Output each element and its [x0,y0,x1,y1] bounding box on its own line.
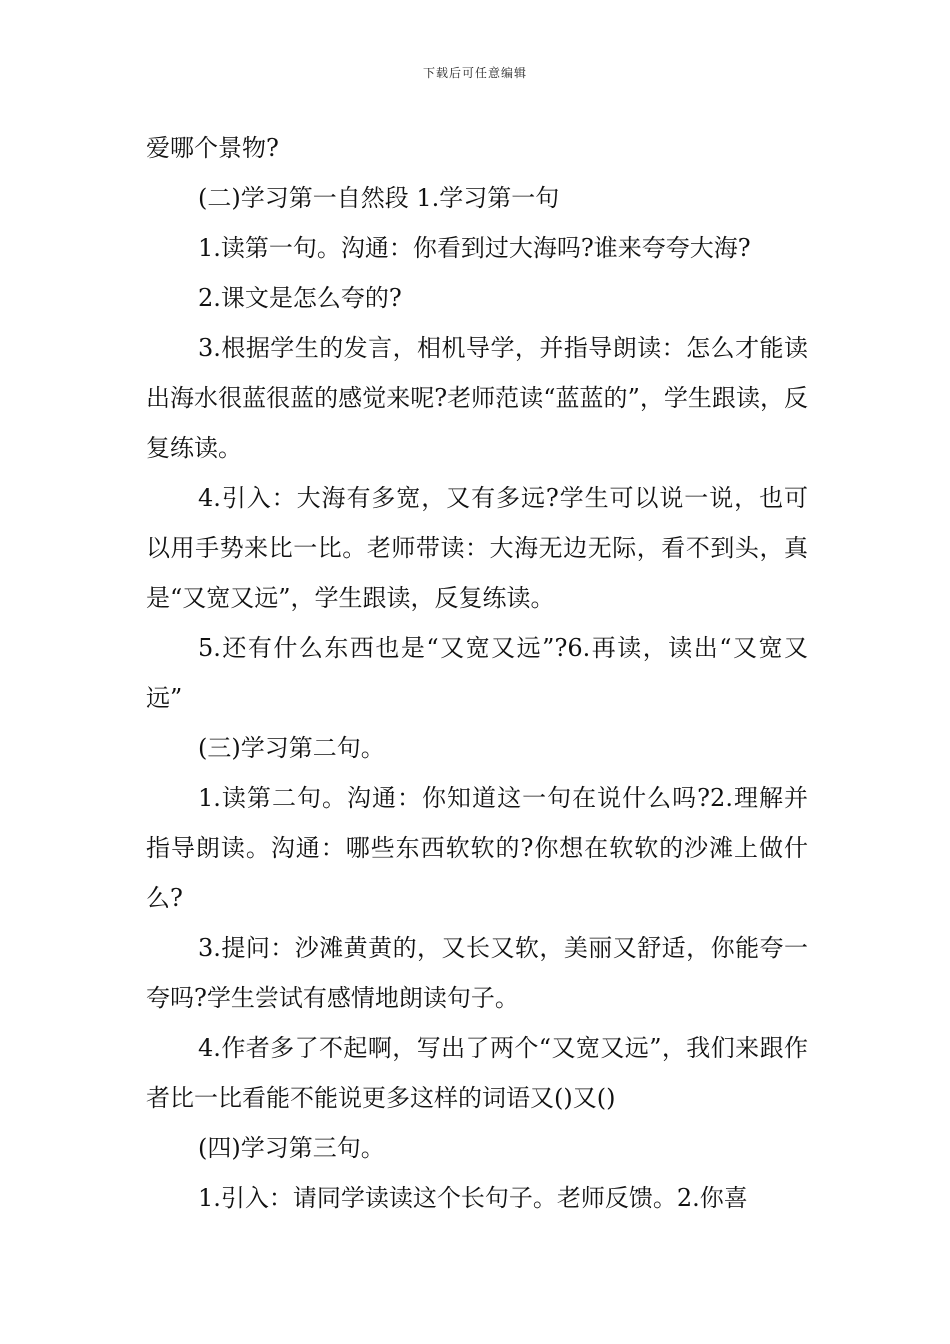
paragraph-item-8: 4.作者多了不起啊，写出了两个“又宽又远”，我们来跟作者比一比看能不能说更多这样的词语又()又() [146,1034,808,1112]
paragraph-item-4: 4.引入：大海有多宽，又有多远?学生可以说一说，也可以用手势来比一比。老师带读：大海无边无际，看不到头，真是“又宽又远”，学生跟读，反复练读。 [146,484,808,612]
paragraph-item-6: 1.读第二句。沟通：你知道这一句在说什么吗?2.理解并指导朗读。沟通：哪些东西软软的?你想在软软的沙滩上做什么? [146,784,808,912]
page-header: 下载后可任意编辑 [422,66,527,80]
paragraph-continuation: 爱哪个景物? [146,134,279,162]
section-heading-4: (四)学习第三句。 [198,1134,385,1162]
paragraph-item-9: 1.引入：请同学读读这个长句子。老师反馈。2.你喜 [198,1184,748,1212]
paragraph-item-2: 2.课文是怎么夸的? [198,284,402,312]
section-heading-3: (三)学习第二句。 [198,734,385,762]
section-heading-2: (二)学习第一自然段 1.学习第一句 [198,184,560,212]
paragraph-item-7: 3.提问：沙滩黄黄的，又长又软，美丽又舒适，你能夸一夸吗?学生尝试有感情地朗读句子。 [146,934,808,1012]
document-body [146,123,808,1223]
paragraph-item-1: 1.读第一句。沟通：你看到过大海吗?谁来夸夸大海? [198,234,751,262]
paragraph-item-5: 5.还有什么东西也是“又宽又远”?6.再读，读出“又宽又远” [146,634,808,712]
paragraph-item-3: 3.根据学生的发言，相机导学，并指导朗读：怎么才能读出海水很蓝很蓝的感觉来呢?老师范读“蓝蓝的”，学生跟读，反复练读。 [146,334,808,462]
